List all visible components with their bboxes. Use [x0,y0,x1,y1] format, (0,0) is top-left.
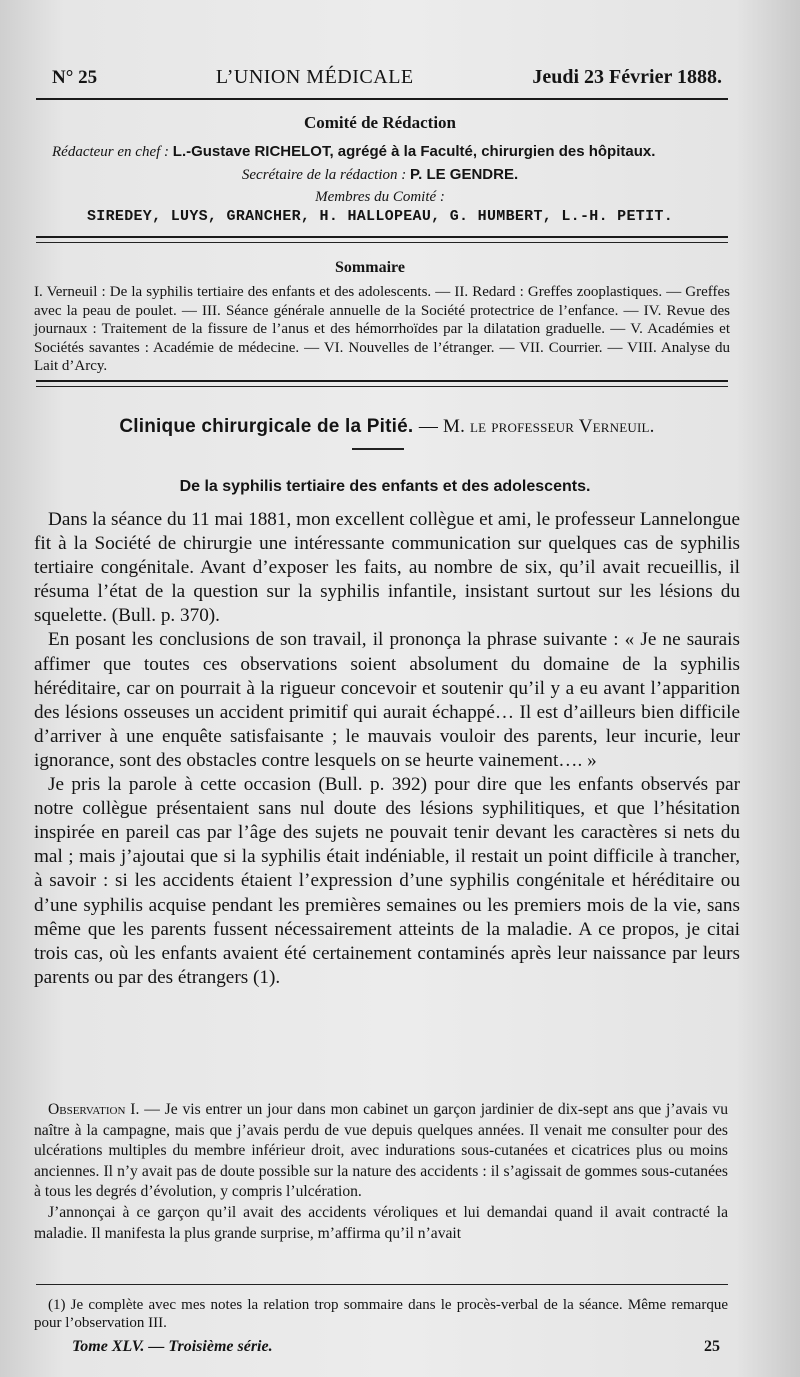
members-label: Membres du Comité : [315,189,445,205]
footnote [34,1296,728,1332]
page-number: 25 [704,1338,720,1355]
committee-title: Comité de Rédaction [303,113,457,132]
sommaire-text: I. Verneuil : De la syphilis tertiaire des enfants et des adolescents. — II. Redard : Greffes zooplastiques. — Greffes avec la peau de poulet. — III. Séance générale annuelle de la Société protectrice de l’enfance. — IV. Revue des journaux : Traitement de la fissure de l’anus et des hémorrhoïdes par la dilatation graduelle. — V. Académies et Sociétés savantes : Académie de médecine. — VI. Nouvelles de l’étranger. — VII. Courrier. — VIII. Analyse du Lait d’Arcy. [34,284,730,374]
sommaire-title: Sommaire [335,259,405,276]
header-rule [36,98,728,100]
secretary-line [0,166,760,184]
running-header [52,66,722,94]
editor-line [52,143,730,161]
secretary-label: Secrétaire de la rédaction : [241,167,407,183]
observation-2: J’annonçai à ce garçon qu’il avait des accidents véroliques et lui demandai quand il avait contracté la maladie. Il manifesta la plus grande surprise, m’affirma qu’il n’avait [34,1203,728,1242]
paragraph-3: Je pris la parole à cette occasion (Bull. p. 392) pour dire que les enfants observés par notre collègue présentaient sans nul doute des lésions syphilitiques, et que l’hésitation inspirée en pareil cas par l’âge des sujets ne pouvait tenir devant les caractères si nets du mal ; mais j’ajoutai que si la syphilis était indéniable, il restait un point difficile à trancher, à savoir : si les accidents étaient l’expression d’une syphilis congénitale et héréditaire ou d’une syphilis acquise pendant les premières semaines ou les premiers mois de la vie, sans même que les parents fussent nécessairement atteints de la maladie. A ce propos, je citai trois cas, où les enfants avaient été certainement contaminés après leur naissance par leurs parents ou par des étrangers (1). [34,774,740,988]
secretary-name: P. LE GENDRE. [410,166,519,183]
issue-number: N° 25 [52,67,98,88]
tome-series: Tome XLV. — Troisième série. [72,1338,273,1355]
article-body [34,508,740,990]
professor-name: — M. le professeur Verneuil. [418,416,655,437]
observation-1 [34,1100,728,1203]
paragraph-1: Dans la séance du 11 mai 1881, mon excellent collègue et ami, le professeur Lannelongue fit à la Société de chirurgie une intéressante communication sur quelques cas de syphilis tertiaire congénitale. Avant d’exposer les faits, au nombre de six, qu’il avait recueillis, il résuma l’état de la question sur la syphilis infantile, insistant surtout sur les lésions du squelette. (Bull. p. 370). [34,509,740,627]
heading-rule [352,448,404,450]
paragraph-2: En posant les conclusions de son travail, il prononça la phrase suivante : « Je ne saurais affimer que toutes ces observations soient absolument du domaine de la syphilis héréditaire, car on pourrait à la rigueur concevoir et soutenir qu’il y a eu avant l’apparition des lésions osseuses un accident primitif qui aurait échappé… Il est d’ailleurs bien difficile d’arriver à une enquête satisfaisante ; le mauvais vouloir des parents, leur incurie, leur ignorance, sont des obstacles contre lesquels on se heurte vainement…. » [34,629,740,771]
observation-block [34,1100,728,1244]
committee-rule-bottom [36,242,728,243]
editor-label: Rédacteur en chef : [52,144,170,160]
issue-date: Jeudi 23 Février 1888. [532,66,722,88]
page-footer [72,1338,720,1356]
article-heading [34,416,740,438]
committee-rule-top [36,236,728,238]
journal-title: L’UNION MÉDICALE [215,66,414,88]
sommaire-rule-top [36,380,728,382]
members-list: SIREDEY, LUYS, GRANCHER, H. HALLOPEAU, G. HUMBERT, L.-H. PETIT. [87,208,673,225]
footnote-text: (1) Je complète avec mes notes la relation trop sommaire dans le procès-verbal de la séance. Même remarque pour l’observation III. [34,1297,728,1331]
footnote-rule [36,1284,728,1285]
observation-text: — Je vis entrer un jour dans mon cabinet un garçon jardinier de dix-sept ans que j’avais vu naître à la campagne, mais que j’avais perdu de vue depuis quelques années. Il venait me consulter pour des ulcérations multiples du membre inférieur droit, avec indurations sous-cutanées et cicatrices plus ou moins anciennes. Il n’y avait pas de doute possible sur la nature des accidents : il s’agissait de gommes sous-cutanées à tous les degrés d’évolution, y compris l’ulcération. [34,1101,729,1201]
clinic-name: Clinique chirurgicale de la Pitié. [119,416,414,437]
observation-label: Observation I. [48,1101,140,1118]
editor-name: L.-Gustave RICHELOT, agrégé à la Faculté, chirurgien des hôpitaux. [172,143,656,160]
article-subtitle: De la syphilis tertiaire des enfants et des adolescents. [179,478,591,495]
sommaire-rule-bottom [36,386,728,387]
